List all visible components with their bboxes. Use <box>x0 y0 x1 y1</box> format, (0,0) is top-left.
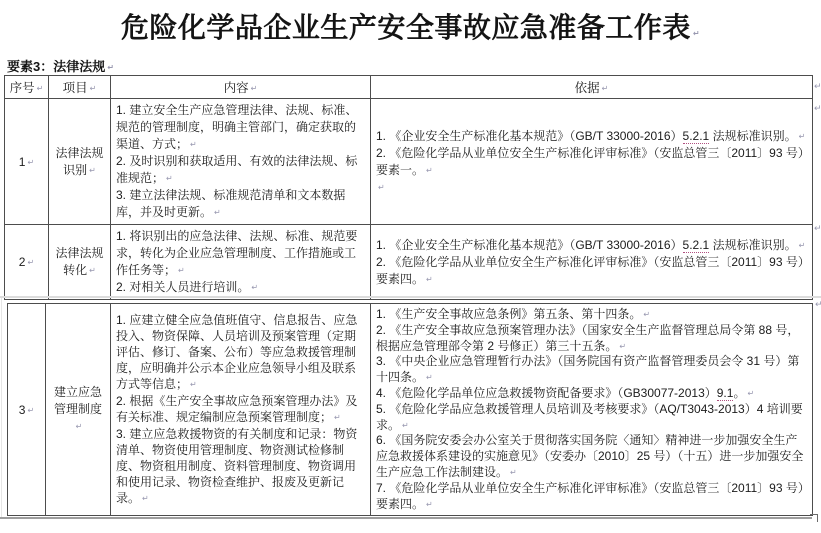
row-content <box>111 304 371 516</box>
paragraph: 3. 建立应急救援物资的有关制度和记录：物资清单、物资使用管理制度、物资测试检修制度、物资租用制度、资料管理制度、物资调用和使用记录、物资检查维护、报废及更新记录。 ↵ <box>116 426 365 507</box>
row-item: 法律法规识别 ↵ <box>49 99 111 225</box>
paragraph-mark <box>814 82 821 91</box>
table-row <box>8 304 813 516</box>
paragraph: 6. 《国务院安委会办公室关于贯彻落实国务院〈通知〉精神进一步加强安全生产应急救援体系建设的实施意见》（安委办〔2010〕25 号）（十五）进一步加强安全生产应急工作法制建设。 ↵ <box>376 433 807 480</box>
paragraph: 1. 将识别出的应急法律、法规、标准、规范要求，转化为企业应急管理制度、工作措施或工作任务等； ↵ <box>116 228 365 279</box>
document-title: 危险化学品企业生产安全事故应急准备工作表 ↵ <box>0 6 821 46</box>
paragraph-mark <box>815 300 821 309</box>
page-break-line <box>0 296 821 298</box>
paragraph: 3. 建立法律法规、标准规范清单和文本数据库，并及时更新。 ↵ <box>116 187 365 221</box>
paragraph: 2. 及时识别和获取适用、有效的法律法规、标准规范； ↵ <box>116 153 365 187</box>
paragraph: 5. 《危险化学品应急救援管理人员培训及考核要求》（AQ/T3043-2013）4 培训要求。 ↵ <box>376 402 807 434</box>
row-basis <box>371 99 813 225</box>
paragraph: 1. 建立安全生产应急管理法律、法规、标准、规范的管理制度，明确主管部门，确定获取的渠道、方式； ↵ <box>116 102 365 153</box>
paragraph-mark <box>814 104 821 113</box>
col-header-basis: 依据 ↵ <box>371 76 813 99</box>
table-row <box>5 99 813 225</box>
paragraph-mark <box>814 224 821 233</box>
paragraph: 1. 《企业安全生产标准化基本规范》（GB/T 33000-2016）5.2.1 法规标准识别。 ↵ <box>376 237 807 254</box>
paragraph: 2. 《危险化学品从业单位安全生产标准化评审标准》（安监总管三〔2011〕93 号）要素四。 ↵ <box>376 254 807 288</box>
section-label: 要素3：法律法规 ↵ <box>7 56 114 75</box>
row-number: 2 ↵ <box>5 225 49 300</box>
paragraph: 7. 《危险化学品从业单位安全生产标准化评审标准》（安监总管三〔2011〕93 号）要素四。 ↵ <box>376 481 807 513</box>
laws-table-page2 <box>7 303 813 516</box>
row-basis <box>371 304 813 516</box>
paragraph: 1. 应建立健全应急值班值守、信息报告、应急投入、物资保障、人员培训及预案管理（定期评估、修订、备案、公布）等应急救援管理制度，应明确并公示本企业应急领导小组及联系方式等信息； ↵ <box>116 312 365 393</box>
row-item: 建立应急管理制度 ↵ <box>46 304 111 516</box>
table-row <box>5 225 813 300</box>
table-header-row <box>5 76 813 99</box>
paragraph: 1. 《企业安全生产标准化基本规范》（GB/T 33000-2016）5.2.1 法规标准识别。 ↵ <box>376 128 807 145</box>
col-header-content: 内容 ↵ <box>111 76 371 99</box>
row-content <box>111 225 371 300</box>
paragraph: 2. 《危险化学品从业单位安全生产标准化评审标准》（安监总管三〔2011〕93 号）要素一。 ↵ <box>376 145 807 179</box>
paragraph: 2. 《生产安全事故应急预案管理办法》（国家安全生产监督管理总局令第 88 号，根据应急管理部令第 2 号修正）第三十五条。 ↵ <box>376 323 807 355</box>
row-content <box>111 99 371 225</box>
paragraph: 4. 《危险化学品单位应急救援物资配备要求》（GB30077-2013）9.1。 ↵ <box>376 386 807 402</box>
bottom-page-rule <box>0 517 812 519</box>
row-number: 3 ↵ <box>8 304 46 516</box>
row-item: 法律法规转化 ↵ <box>49 225 111 300</box>
text-boundary-corner-mark <box>810 514 818 522</box>
paragraph: 2. 对相关人员进行培训。 ↵ <box>116 279 365 296</box>
row-basis <box>371 225 813 300</box>
col-header-no: 序号 ↵ <box>5 76 49 99</box>
laws-table-page1 <box>4 75 813 300</box>
row-number: 1 ↵ <box>5 99 49 225</box>
page-left-edge <box>1 298 2 518</box>
paragraph: 2. 根据《生产安全事故应急预案管理办法》及有关标准、规定编制应急预案管理制度； ↵ <box>116 393 365 426</box>
col-header-item: 项目 ↵ <box>49 76 111 99</box>
paragraph: 1. 《生产安全事故应急条例》第五条、第十四条。 ↵ <box>376 307 807 323</box>
paragraph <box>376 179 807 196</box>
paragraph: 3. 《中央企业应急管理暂行办法》（国务院国有资产监督管理委员会令 31 号）第十四条。 ↵ <box>376 354 807 386</box>
